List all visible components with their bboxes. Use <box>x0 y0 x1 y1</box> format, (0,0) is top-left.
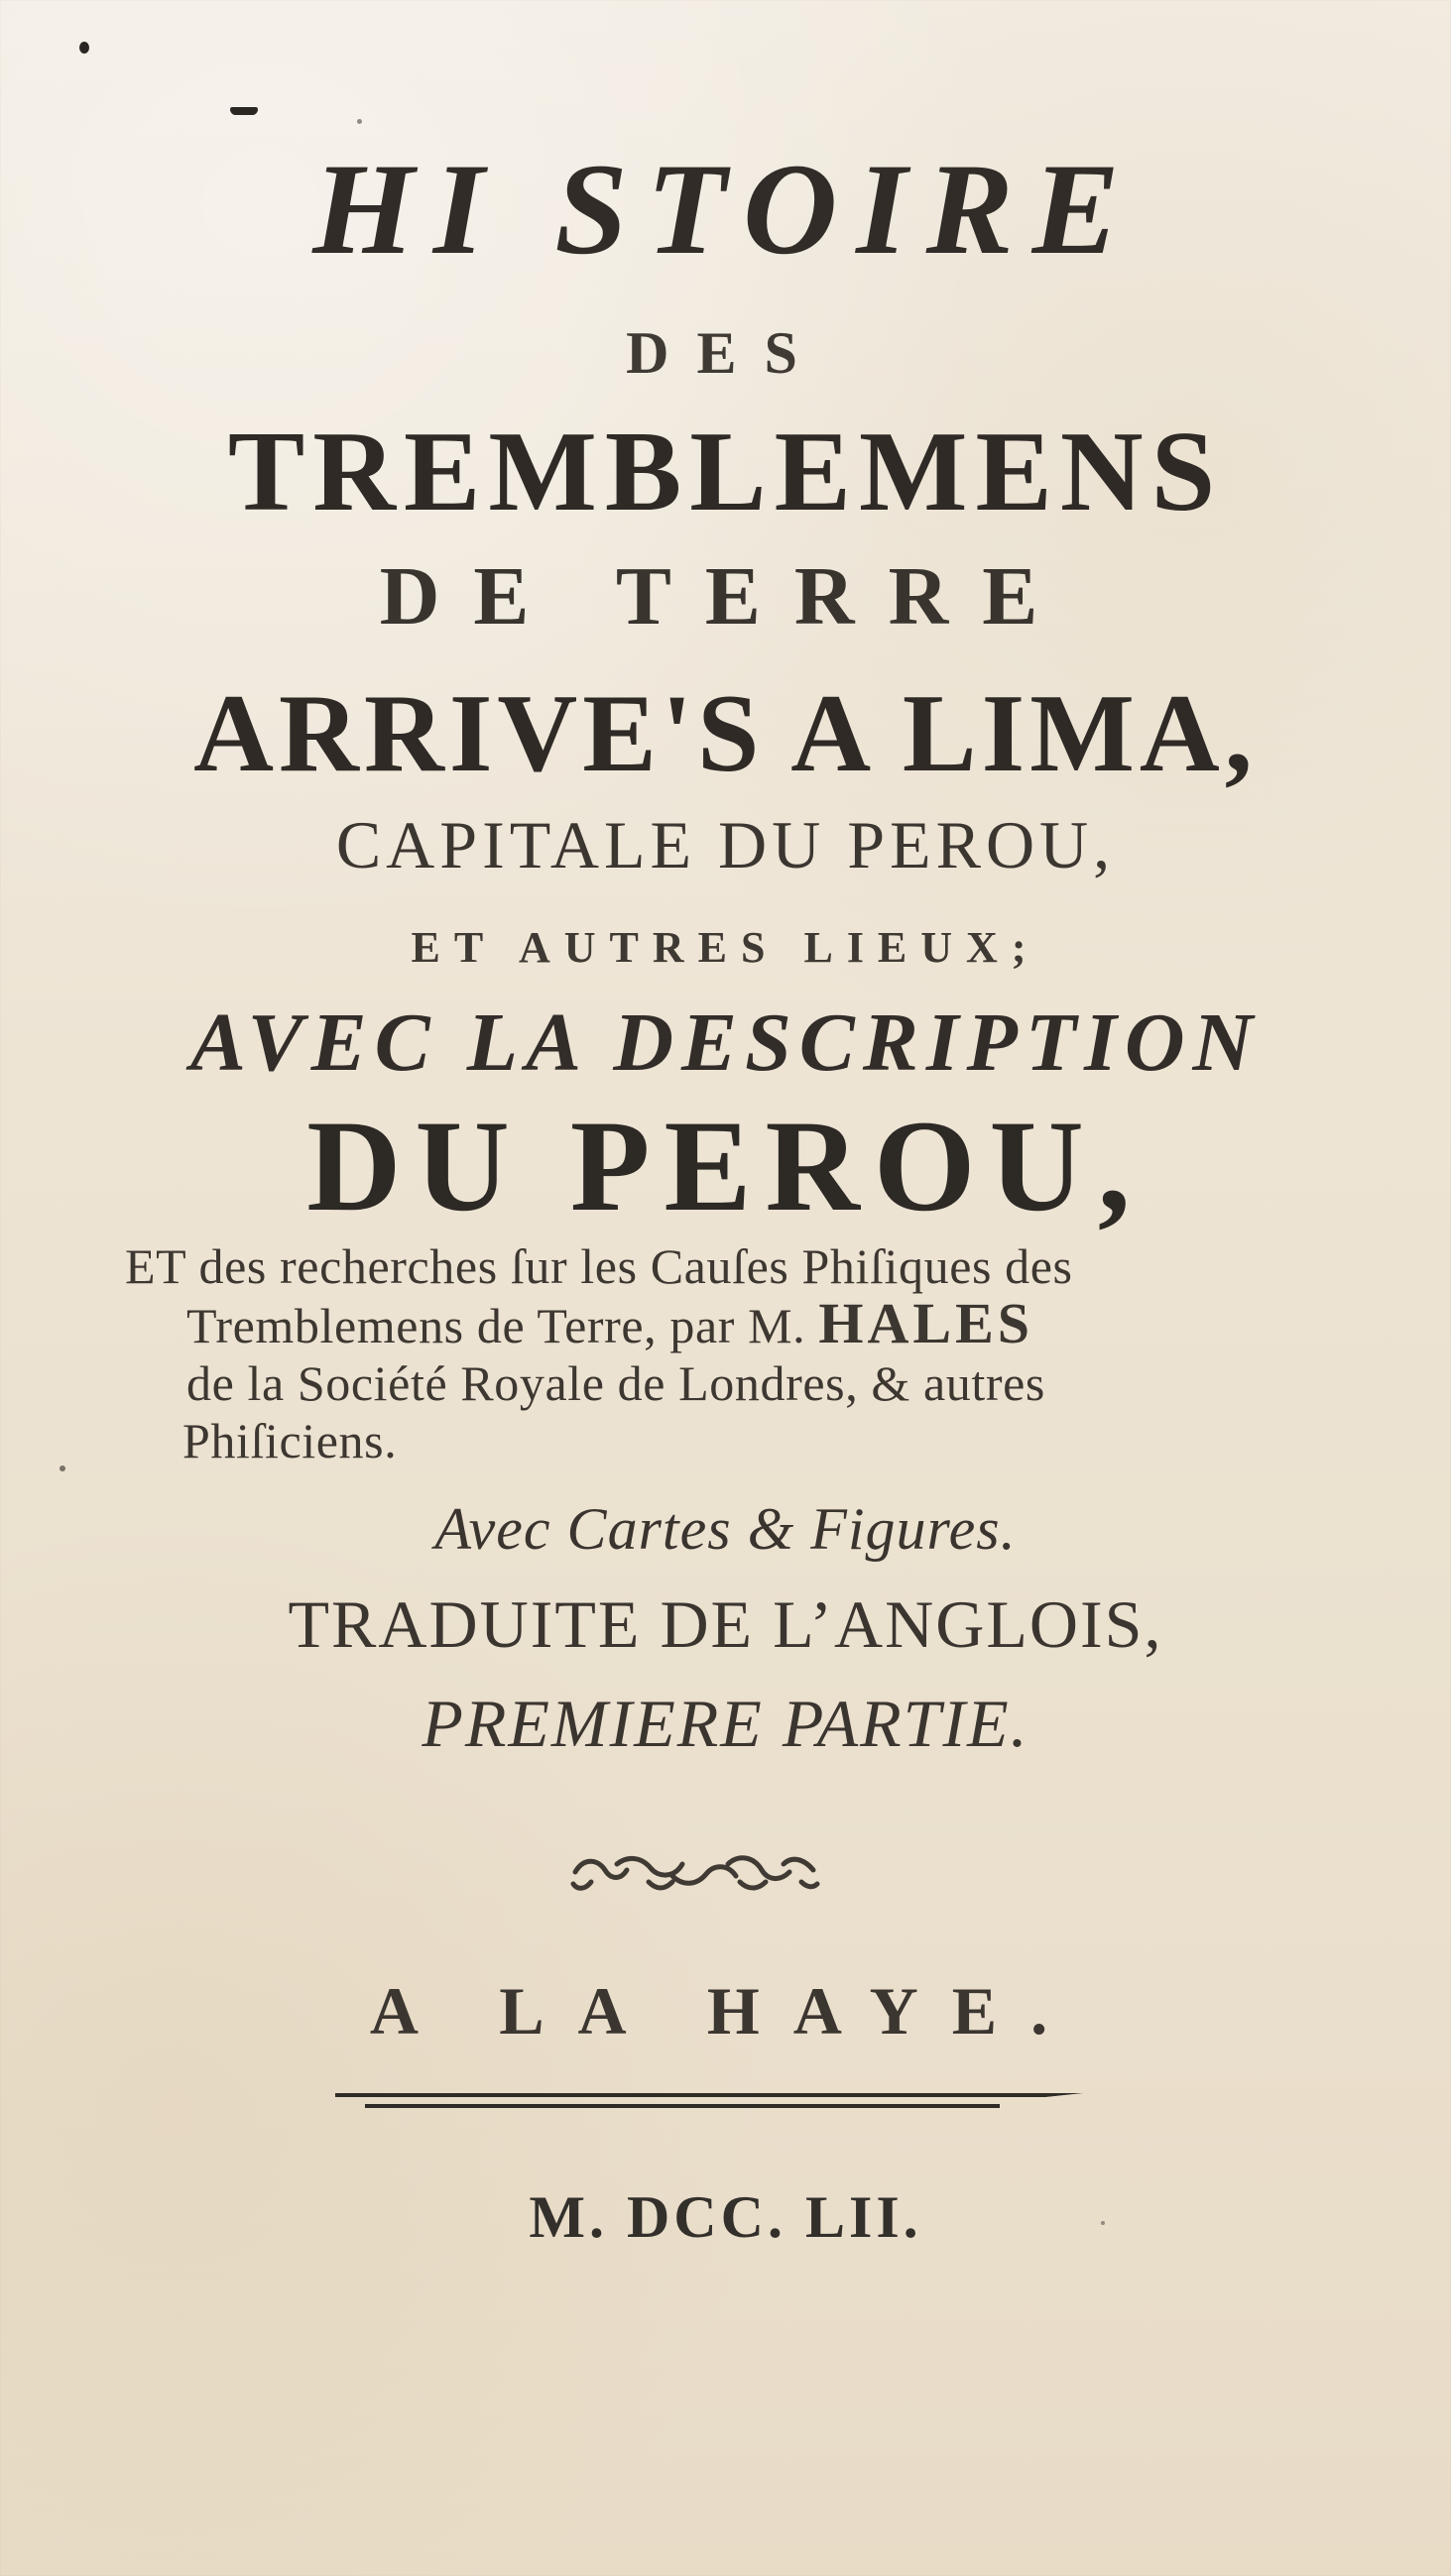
translation-note: TRADUITE DE L’ANGLOIS, <box>288 1586 1163 1662</box>
place-line-1: ARRIVE'S A LIMA, <box>193 672 1258 795</box>
place-line-3: ET AUTRES LIEUX; <box>411 923 1040 972</box>
author-name: HALES <box>818 1291 1034 1355</box>
paragraph-line-3: de la Société Royale de Londres, & autres <box>186 1355 1045 1411</box>
ink-mark <box>230 107 258 115</box>
paragraph-line-1: ET des recherches ſur les Cauſes Phiſiques des <box>125 1238 1073 1294</box>
publication-date: M. DCC. LII. <box>529 2184 922 2250</box>
subject-line-1: TREMBLEMENS <box>227 409 1224 535</box>
ink-speck <box>79 42 89 54</box>
ink-speck <box>60 1465 65 1471</box>
description-line-1: AVEC LA DESCRIPTION <box>189 996 1262 1089</box>
paragraph-line-4: Phiſiciens. <box>182 1413 398 1468</box>
description-paragraph <box>125 1237 1301 1469</box>
maps-note: Avec Cartes & Figures. <box>434 1496 1017 1562</box>
paragraph-line-2 <box>125 1291 1301 1355</box>
place-of-publication: A LA HAYE. <box>369 1973 1082 2049</box>
place-line-2: CAPITALE DU PEROU, <box>335 807 1116 882</box>
subject-line-2: DE TERRE <box>379 550 1072 643</box>
subtitle-des: DES <box>626 320 825 386</box>
title-line: HI STOIRE <box>312 136 1139 282</box>
part-note: PREMIERE PARTIE. <box>422 1686 1029 1761</box>
description-line-2: DU PEROU, <box>306 1093 1145 1238</box>
paragraph-line-2-prefix: Tremblemens de Terre, par M. <box>186 1298 806 1353</box>
double-rule <box>327 2086 1091 2112</box>
ornament-divider <box>565 1846 823 1900</box>
ink-speck <box>357 119 362 124</box>
